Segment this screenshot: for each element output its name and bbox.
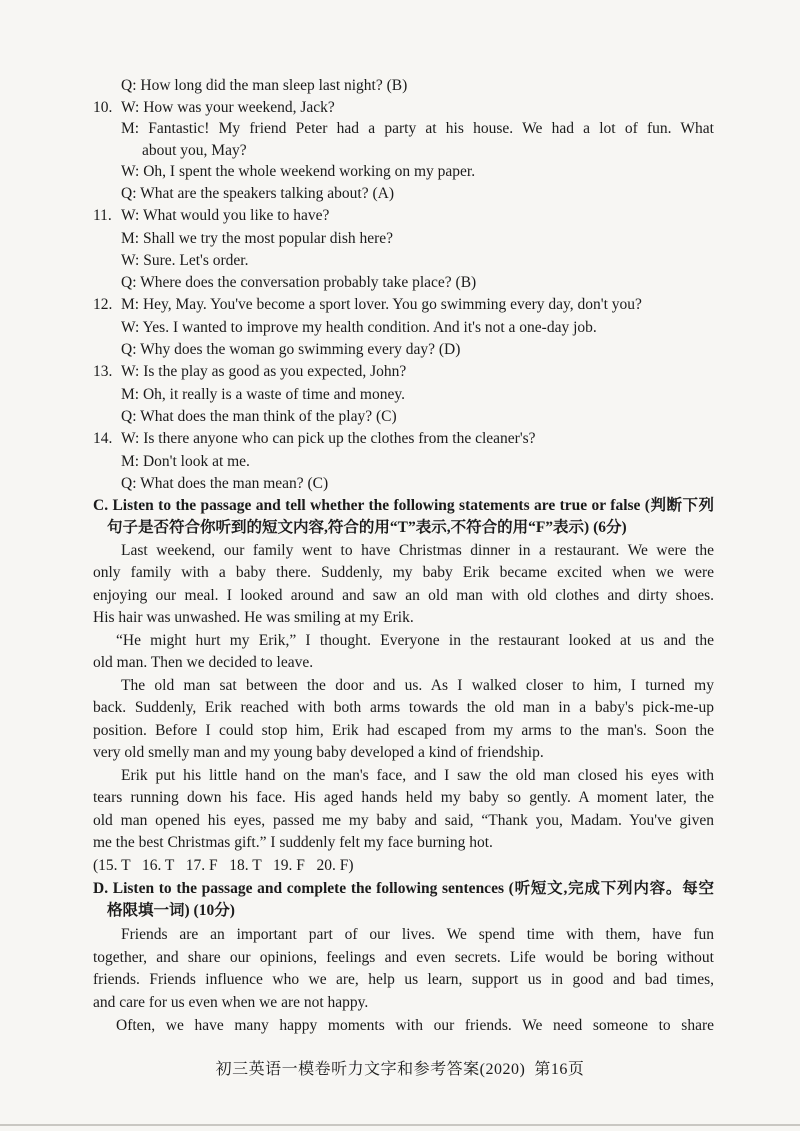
passage-d-line: friends. Friends influence who we are, help us learn, support us in good and bad times, [93, 971, 714, 988]
q10-woman-line-2: W: Oh, I spent the whole weekend working on my paper. [121, 163, 476, 180]
q12-question: Q: Why does the woman go swimming every day? (D) [121, 341, 461, 358]
passage-d-line: and care for us even when we are not happy. [93, 994, 369, 1011]
q10-num: 10. [93, 99, 113, 116]
q14-man-line: M: Don't look at me. [121, 453, 250, 470]
page-bottom-edge [0, 1124, 800, 1126]
section-c-heading: C. Listen to the passage and tell whether the following statements are true or false (判断下列 [93, 497, 714, 514]
passage-d-line: together, and share our opinions, feelings and even secrets. Life would be boring without [93, 949, 714, 966]
passage-c-line: tears running down his face. His aged hands held my baby so gently. A moment later, the [93, 789, 714, 806]
q12-man-line: M: Hey, May. You've become a sport lover. You go swimming every day, don't you? [121, 296, 642, 313]
q10-question: Q: What are the speakers talking about? (A) [121, 185, 395, 202]
q13-woman-line: W: Is the play as good as you expected, John? [121, 363, 407, 380]
q10-man-line-cont: about you, May? [142, 142, 247, 159]
q11-woman-line: W: What would you like to have? [121, 207, 330, 224]
passage-c-line: very old smelly man and my young baby developed a kind of friendship. [93, 744, 544, 761]
section-c-answers: (15. T 16. T 17. F 18. T 19. F 20. F) [93, 857, 354, 874]
passage-c-line: “He might hurt my Erik,” I thought. Everyone in the restaurant looked at us and the [116, 632, 714, 649]
q11-man-line: M: Shall we try the most popular dish here? [121, 230, 394, 247]
q14-num: 14. [93, 430, 113, 447]
page-footer: 初三英语一模卷听力文字和参考答案(2020) 第16页 [215, 1061, 585, 1078]
section-c-heading-cont: 句子是否符合你听到的短文内容,符合的用“T”表示,不符合的用“F”表示) (6分) [107, 519, 627, 536]
q10-woman-line: W: How was your weekend, Jack? [121, 99, 335, 116]
passage-c-line: me the best Christmas gift.” I suddenly felt my face burning hot. [93, 834, 493, 851]
section-d-heading-cont: 格限填一词) (10分) [107, 902, 235, 919]
q10-man-line: M: Fantastic! My friend Peter had a party at his house. We had a lot of fun. What [121, 120, 714, 137]
q12-woman-line: W: Yes. I wanted to improve my health condition. And it's not a one-day job. [121, 319, 597, 336]
q14-question: Q: What does the man mean? (C) [121, 475, 329, 492]
passage-c-line: only family with a baby there. Suddenly, my baby Erik became excited when we were [93, 564, 714, 581]
passage-c-line: position. Before I could stop him, Erik had escaped from my arms to the man's. Soon the [93, 722, 714, 739]
passage-c-line: Erik put his little hand on the man's face, and I saw the old man closed his eyes with [121, 767, 714, 784]
q11-question: Q: Where does the conversation probably take place? (B) [121, 274, 477, 291]
q13-question: Q: What does the man think of the play? (C) [121, 408, 397, 425]
q14-woman-line: W: Is there anyone who can pick up the clothes from the cleaner's? [121, 430, 536, 447]
passage-c-line: old man opened his eyes, passed me my baby and said, “Thank you, Madam. You've given [93, 812, 714, 829]
section-d-heading: D. Listen to the passage and complete the following sentences (听短文,完成下列内容。每空 [93, 880, 714, 897]
passage-d-line: Friends are an important part of our lives. We spend time with them, have fun [121, 926, 714, 943]
passage-c-line: enjoying our meal. I looked around and saw an old man with old clothes and dirty shoes. [93, 587, 714, 604]
q11-woman-line-2: W: Sure. Let's order. [121, 252, 249, 269]
passage-c-line: The old man sat between the door and us. As I walked closer to him, I turned my [121, 677, 714, 694]
q13-man-line: M: Oh, it really is a waste of time and money. [121, 386, 405, 403]
passage-c-line: old man. Then we decided to leave. [93, 654, 314, 671]
passage-d-line: Often, we have many happy moments with our friends. We need someone to share [116, 1017, 714, 1034]
q12-num: 12. [93, 296, 113, 313]
q11-num: 11. [93, 207, 112, 224]
q9-question: Q: How long did the man sleep last night? (B) [121, 77, 408, 94]
passage-c-line: His hair was unwashed. He was smiling at my Erik. [93, 609, 414, 626]
passage-c-line: Last weekend, our family went to have Christmas dinner in a restaurant. We were the [121, 542, 714, 559]
passage-c-line: back. Suddenly, Erik reached with both arms towards the old man in a baby's pick-me-up [93, 699, 714, 716]
q13-num: 13. [93, 363, 113, 380]
